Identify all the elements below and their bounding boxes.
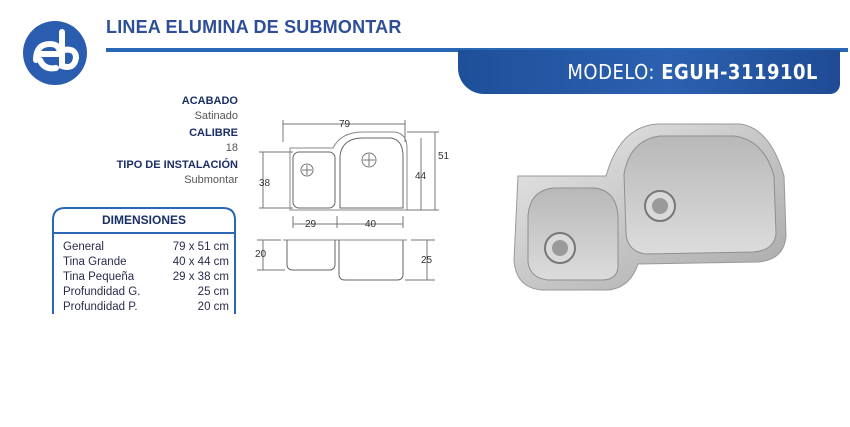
dim-row-depth-large	[63, 285, 229, 300]
dim-name: Profundidad P.	[63, 301, 138, 313]
spec-label-finish: ACABADO	[181, 95, 238, 107]
spec-value-install: Submontar	[184, 174, 238, 186]
dim-value: 20 cm	[197, 301, 229, 313]
spec-list	[70, 93, 238, 190]
spec-label-install: TIPO DE INSTALACIÓN	[116, 159, 238, 171]
spec-value-finish: Satinado	[194, 110, 238, 122]
brand-logo	[22, 18, 88, 88]
dim-name: Tina Grande	[63, 256, 127, 268]
model-text	[567, 60, 818, 84]
dim-value: 79 x 51 cm	[172, 241, 229, 253]
dim-label-height-small: 20	[255, 249, 267, 260]
dimensions-list	[63, 240, 229, 315]
model-label: MODELO:	[567, 60, 655, 84]
model-value: EGUH-311910L	[661, 60, 818, 84]
dim-row-small-bowl	[63, 270, 229, 285]
dimensions-heading: DIMENSIONES	[101, 213, 186, 227]
dim-value: 40 x 44 cm	[172, 256, 229, 268]
dim-label-depth-large: 44	[415, 171, 427, 182]
spec-value-gauge: 18	[225, 142, 238, 154]
dim-label-width-large: 40	[365, 219, 377, 230]
dim-label-height-large: 25	[421, 255, 433, 266]
dim-label-width-total: 79	[339, 119, 351, 130]
dim-name: Profundidad G.	[63, 286, 141, 298]
dim-row-general	[63, 240, 229, 255]
dim-name: General	[63, 241, 104, 253]
dim-row-large-bowl	[63, 255, 229, 270]
spec-label-gauge: CALIBRE	[189, 127, 238, 139]
dim-label-depth-total: 51	[438, 151, 450, 162]
dim-value: 29 x 38 cm	[172, 271, 229, 283]
dim-label-width-small: 29	[305, 219, 317, 230]
dim-label-depth-small: 38	[259, 178, 271, 189]
page-title: LINEA ELUMINA DE SUBMONTAR	[106, 17, 402, 37]
model-banner	[458, 50, 840, 94]
dim-row-depth-small	[63, 300, 229, 315]
sink-product-image	[508, 118, 793, 300]
dimensions-panel	[51, 206, 237, 316]
dim-value: 25 cm	[197, 286, 229, 298]
sink-technical-drawing	[245, 112, 450, 297]
dim-name: Tina Pequeña	[63, 271, 135, 283]
